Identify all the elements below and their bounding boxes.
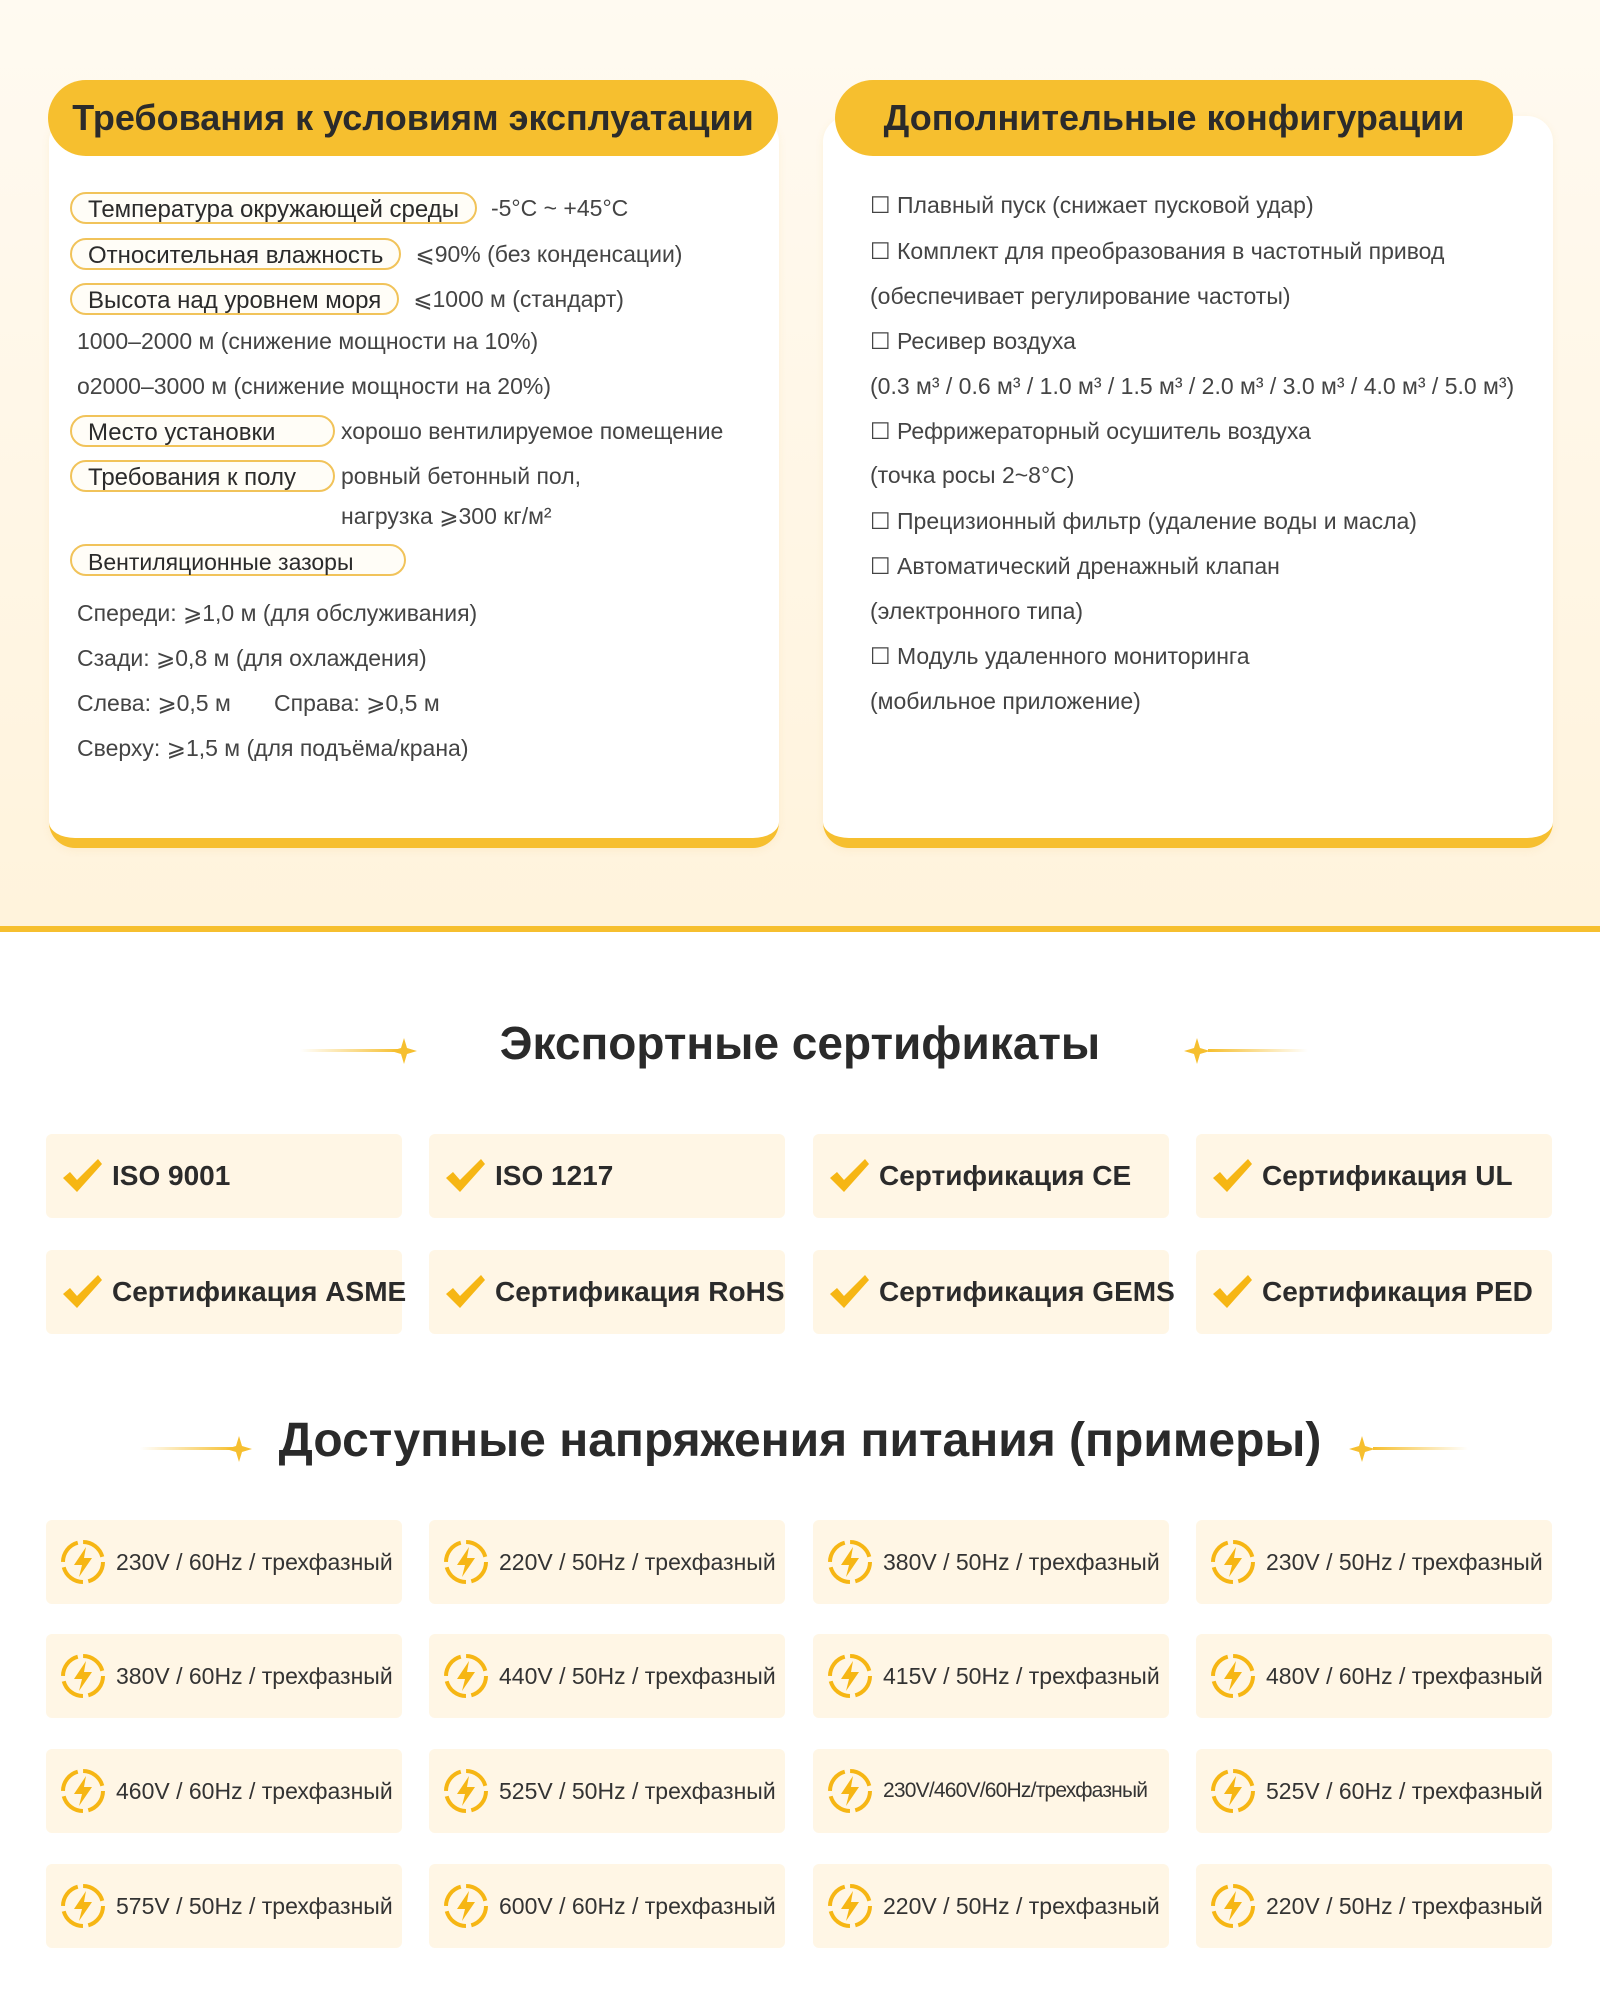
option-line: ☐ Комплект для преобразования в частотный привод — [870, 238, 1445, 264]
voltages-title: Доступные напряжения питания (примеры) — [278, 1414, 1322, 1467]
option-line: ☐ Ресивер воздуха — [870, 328, 1076, 354]
voltage-label: 220V / 50Hz / трехфазный — [499, 1548, 776, 1575]
voltage-label: 380V / 60Hz / трехфазный — [116, 1662, 393, 1689]
altitude-note-2: o2000–3000 м (снижение мощности на 20%) — [77, 373, 551, 399]
certificate-label: Сертификация UL — [1262, 1160, 1513, 1191]
options-title: Дополнительные конфигурации — [835, 80, 1513, 156]
lightning-icon — [825, 1881, 875, 1931]
lightning-icon — [441, 1881, 491, 1931]
voltage-tile — [46, 1634, 402, 1718]
option-line: (обеспечивает регулирование частоты) — [870, 283, 1291, 309]
voltage-label: 440V / 50Hz / трехфазный — [499, 1662, 776, 1689]
check-icon — [827, 1154, 871, 1198]
check-icon — [60, 1270, 104, 1314]
certificate-label: Сертификация RoHS — [495, 1276, 785, 1307]
voltage-tile — [46, 1749, 402, 1833]
certificate-tile — [429, 1250, 785, 1334]
clearance-left: Слева: ⩾0,5 м — [77, 690, 231, 716]
floor-label: Требования к полу — [70, 460, 335, 492]
humidity-label: Относительная влажность — [70, 238, 401, 270]
certificate-label: Сертификация PED — [1262, 1276, 1533, 1307]
check-icon — [60, 1154, 104, 1198]
clearance-back: Сзади: ⩾0,8 м (для охлаждения) — [77, 645, 427, 671]
lightning-icon — [58, 1537, 108, 1587]
location-value: хорошо вентилируемое помещение — [341, 417, 724, 444]
lightning-icon — [825, 1766, 875, 1816]
voltage-tile — [429, 1749, 785, 1833]
certificate-label: Сертификация ASME — [112, 1276, 407, 1307]
temperature-label: Температура окружающей среды — [70, 192, 477, 224]
voltage-label: 575V / 50Hz / трехфазный — [116, 1892, 393, 1919]
req-humidity — [70, 238, 682, 270]
voltage-label: 230V / 60Hz / трехфазный — [116, 1548, 393, 1575]
certificate-tile — [46, 1134, 402, 1218]
voltage-tile — [429, 1520, 785, 1604]
req-altitude — [70, 283, 624, 315]
certificate-label: Сертификация GEMS — [879, 1276, 1175, 1307]
voltage-label: 220V / 50Hz / трехфазный — [1266, 1892, 1543, 1919]
voltage-label: 415V / 50Hz / трехфазный — [883, 1662, 1160, 1689]
voltage-tile — [1196, 1864, 1552, 1948]
check-icon — [443, 1270, 487, 1314]
voltage-label: 460V / 60Hz / трехфазный — [116, 1777, 393, 1804]
sparkle-icon — [1348, 1435, 1376, 1463]
certificate-label: ISO 1217 — [495, 1160, 614, 1191]
option-line: (0.3 м³ / 0.6 м³ / 1.0 м³ / 1.5 м³ / 2.0 м³ / 3.0 м³ / 4.0 м³ / 5.0 м³) — [870, 373, 1515, 399]
option-line: (электронного типа) — [870, 598, 1084, 624]
location-label: Место установки — [70, 415, 335, 447]
voltage-tile — [1196, 1520, 1552, 1604]
sparkle-icon — [1183, 1037, 1211, 1065]
check-icon — [1210, 1270, 1254, 1314]
lightning-icon — [441, 1766, 491, 1816]
voltage-tile — [429, 1864, 785, 1948]
clearance-right: Справа: ⩾0,5 м — [274, 690, 440, 716]
req-location — [70, 415, 723, 447]
req-clearance — [70, 544, 406, 576]
option-line: ☐ Плавный пуск (снижает пусковой удар) — [870, 192, 1314, 218]
clearance-front: Спереди: ⩾1,0 м (для обслуживания) — [77, 600, 478, 626]
certificates-title: Экспортные сертификаты — [499, 1017, 1101, 1069]
voltage-tile — [429, 1634, 785, 1718]
clearance-label: Вентиляционные зазоры — [70, 544, 406, 576]
certificate-tile — [46, 1250, 407, 1334]
check-icon — [443, 1154, 487, 1198]
option-line: (мобильное приложение) — [870, 688, 1141, 714]
humidity-value: ⩽90% (без конденсации) — [415, 240, 683, 267]
altitude-label: Высота над уровнем моря — [70, 283, 399, 315]
voltage-label: 230V / 50Hz / трехфазный — [1266, 1548, 1543, 1575]
voltage-tile — [813, 1520, 1169, 1604]
voltage-tile — [46, 1864, 402, 1948]
check-icon — [827, 1270, 871, 1314]
altitude-value: ⩽1000 м (стандарт) — [413, 285, 624, 312]
voltage-label: 380V / 50Hz / трехфазный — [883, 1548, 1160, 1575]
lightning-icon — [441, 1651, 491, 1701]
altitude-note-1: 1000–2000 м (снижение мощности на 10%) — [77, 328, 539, 354]
voltage-label: 600V / 60Hz / трехфазный — [499, 1892, 776, 1919]
title-deco-line-right — [1208, 1049, 1308, 1052]
lightning-icon — [1208, 1651, 1258, 1701]
option-line: ☐ Рефрижераторный осушитель воздуха — [870, 418, 1311, 444]
voltage-label: 525V / 50Hz / трехфазный — [499, 1777, 776, 1804]
voltage-label: 220V / 50Hz / трехфазный — [883, 1892, 1160, 1919]
certificate-tile — [813, 1250, 1175, 1334]
option-line: ☐ Модуль удаленного мониторинга — [870, 643, 1250, 669]
lightning-icon — [1208, 1881, 1258, 1931]
requirements-title: Требования к условиям эксплуатации — [48, 80, 778, 156]
check-icon — [1210, 1154, 1254, 1198]
lightning-icon — [58, 1881, 108, 1931]
lightning-icon — [825, 1537, 875, 1587]
voltage-tile — [813, 1634, 1169, 1718]
option-line: (точка росы 2~8°C) — [870, 462, 1075, 488]
certificate-tile — [813, 1134, 1169, 1218]
req-temperature — [70, 192, 628, 224]
certificate-label: ISO 9001 — [112, 1160, 231, 1191]
voltage-tile — [1196, 1634, 1552, 1718]
floor-value: ровный бетонный пол, — [341, 462, 582, 489]
floor-value-2: нагрузка ⩾300 кг/м² — [341, 503, 552, 529]
voltage-label: 525V / 60Hz / трехфазный — [1266, 1777, 1543, 1804]
lightning-icon — [58, 1766, 108, 1816]
lightning-icon — [58, 1651, 108, 1701]
certificate-tile — [1196, 1250, 1552, 1334]
clearance-top: Сверху: ⩾1,5 м (для подъёма/крана) — [77, 735, 469, 761]
temperature-value: -5°C ~ +45°C — [490, 194, 629, 221]
certificate-tile — [1196, 1134, 1552, 1218]
lightning-icon — [1208, 1766, 1258, 1816]
voltage-label: 230V/460V/60Hz/трехфазный — [883, 1779, 1148, 1802]
voltage-label: 480V / 60Hz / трехфазный — [1266, 1662, 1543, 1689]
voltage-tile — [813, 1749, 1169, 1833]
lightning-icon — [441, 1537, 491, 1587]
certificate-label: Сертификация CE — [879, 1160, 1132, 1191]
lightning-icon — [1208, 1537, 1258, 1587]
voltage-tile — [1196, 1749, 1552, 1833]
req-floor — [70, 460, 581, 492]
title-deco-line-right — [1373, 1447, 1468, 1450]
option-line: ☐ Автоматический дренажный клапан — [870, 553, 1280, 579]
option-line: ☐ Прецизионный фильтр (удаление воды и масла) — [870, 508, 1417, 534]
voltage-tile — [46, 1520, 402, 1604]
certificate-tile — [429, 1134, 785, 1218]
lightning-icon — [825, 1651, 875, 1701]
voltage-tile — [813, 1864, 1169, 1948]
